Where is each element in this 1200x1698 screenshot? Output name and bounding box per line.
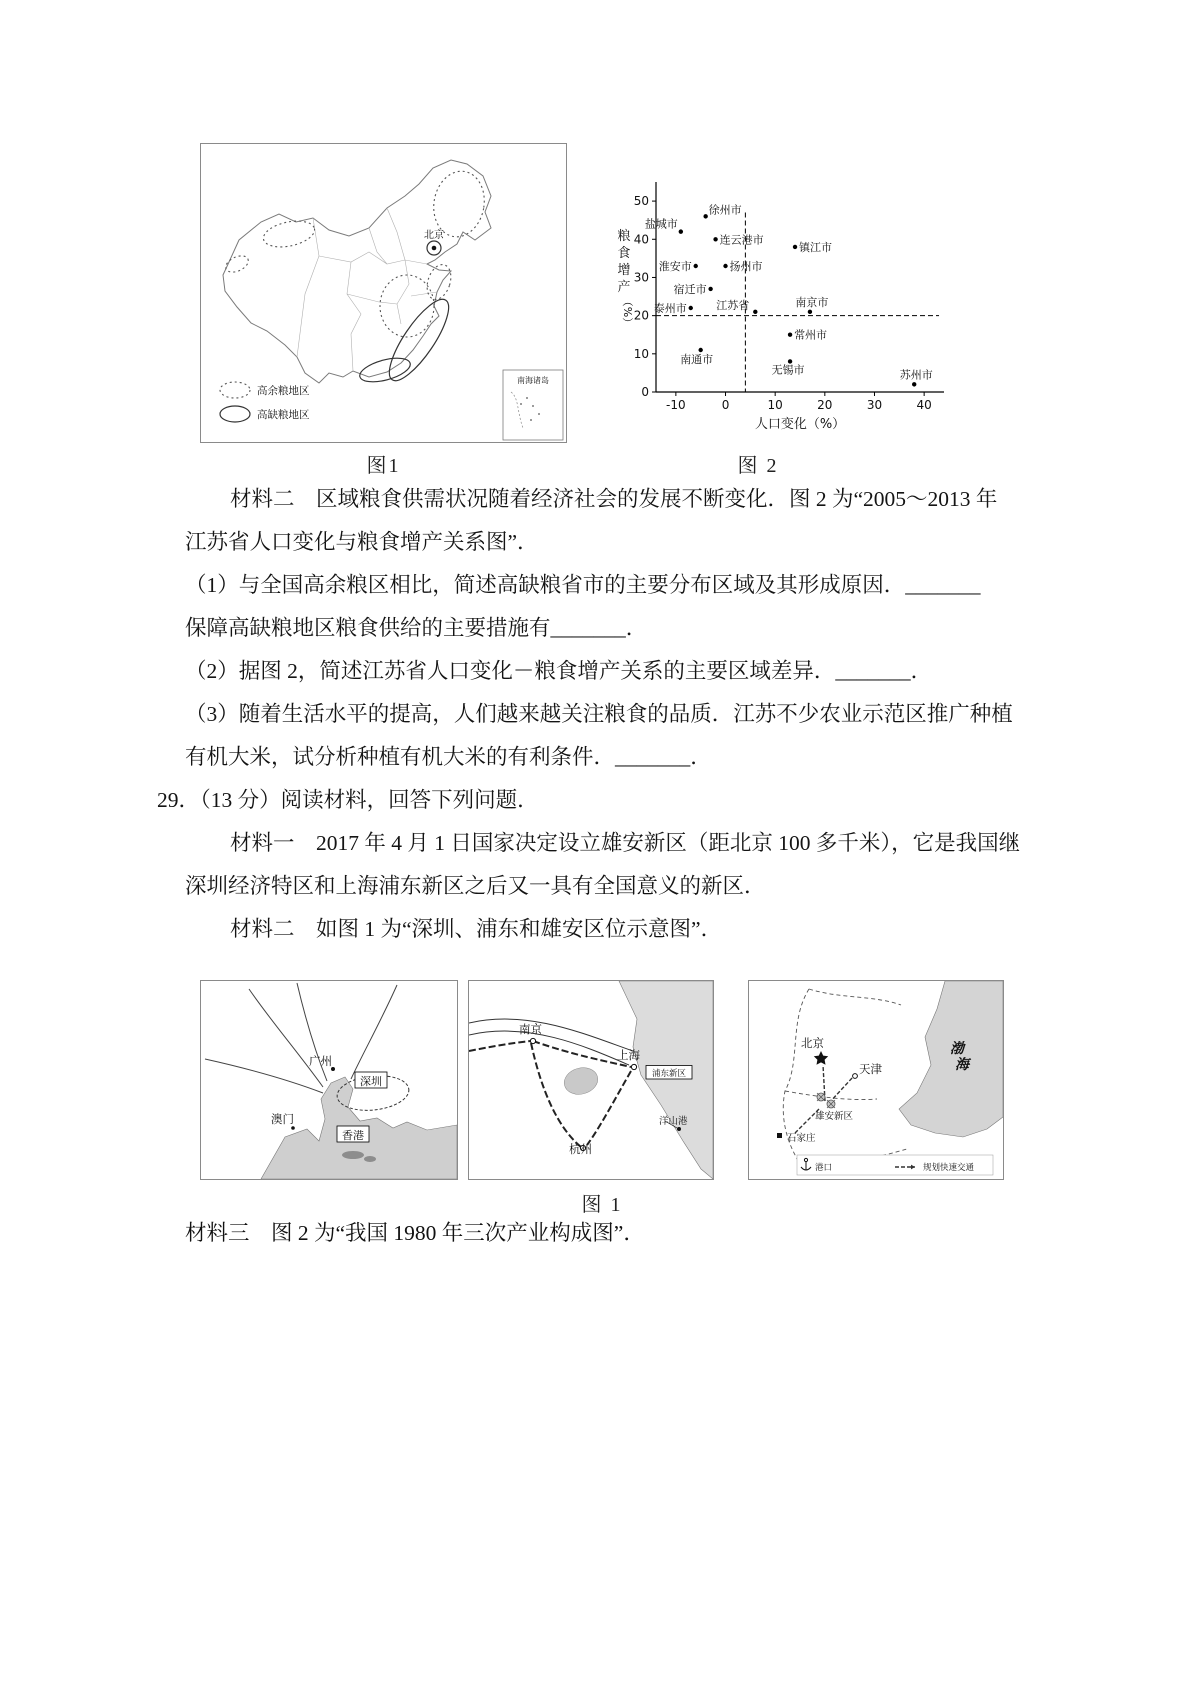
map-label: 江苏省 [716,298,750,312]
data-point [694,264,698,268]
legend-label-deficit: 高缺粮地区 [257,409,310,421]
map-label: 南通市 [680,353,714,366]
map-label: 澳门 [271,1112,294,1126]
data-point [703,214,707,218]
bottom-figure-caption: 图 1 [581,1194,623,1216]
map-label: 30 [633,270,649,285]
text-line: 材料二 区域粮食供需状况随着经济社会的发展不断变化．图 2 为“2005～2013 年 [230,487,998,511]
shijiazhuang-square [777,1133,782,1138]
legend-dotted-ellipse-icon [220,382,250,398]
pearl-river-delta-map [200,980,458,1180]
map-label: 苏州市 [899,368,933,382]
scatter-svg [608,168,958,438]
data-point [912,382,916,386]
hongkong-island [342,1151,364,1159]
data-point [723,264,727,268]
map-label: 产 [617,280,631,295]
map-label: 上海 [617,1048,640,1062]
data-point [793,245,797,249]
question-29-line: 29．（13 分）阅读材料，回答下列问题． [157,788,539,812]
nanjing-dot [530,1038,535,1043]
map-label: 规划快速交通 [923,1163,975,1173]
shanghai-dot [631,1064,636,1069]
map-label: 0 [641,385,649,399]
data-point [708,287,712,291]
xiongan-svg [749,981,1003,1179]
figure-2-scatter-chart [608,168,958,440]
map-label: 天津 [859,1062,882,1076]
beijing-marker [432,246,437,251]
map-label: 徐州市 [708,203,742,217]
text-line: （2）据图 2，简述江苏省人口变化－粮食增产关系的主要区域差异．_______． [185,659,933,683]
yangshan-port-dot [677,1127,681,1131]
map-label: （%） [621,295,634,329]
china-outline [223,160,491,383]
map-label: 常州市 [794,328,828,342]
map-label: 50 [633,194,649,209]
inset-label: 南海诸岛 [517,376,549,385]
china-map-svg [201,144,566,442]
map-label: 广州 [309,1054,332,1068]
map-label: 泰州市 [653,302,687,315]
yangtze-delta-map [468,980,714,1180]
map-label: 宿迁市 [673,282,707,296]
data-point [679,229,683,233]
map-label: 渤 [950,1041,964,1057]
macau-dot [291,1126,295,1130]
map-label: 连云港市 [719,233,764,247]
figure-1-caption: 图1 [366,455,401,477]
map-label: -10 [666,398,686,412]
data-point [689,306,693,310]
figure-1-china-map [200,143,567,443]
text-line: 江苏省人口变化与粮食增产关系图”． [185,530,539,554]
map-label: 10 [767,398,783,412]
legend-solid-ellipse-icon [220,406,250,422]
map-legend [220,382,310,422]
text-line: 材料一 2017 年 4 月 1 日国家决定设立雄安新区（距北京 100 多千米），它是我国继 [230,831,1021,855]
map-label: 粮 [617,229,631,244]
beijing-xiongan-map [748,980,1004,1180]
map-label: 洋山港 [659,1116,688,1127]
yangtze-delta-svg [469,981,713,1179]
map-label: 淮安市 [658,260,692,273]
map-label: 20 [633,308,649,323]
map-label: 深圳 [360,1075,382,1088]
map-label: 20 [817,398,833,412]
map-label: 海 [955,1057,969,1073]
map-label: 人口变化（%） [754,417,846,432]
map-label: 0 [721,398,730,412]
map-label: 石家庄 [787,1133,816,1144]
text-line: 有机大米，试分析种植有机大米的有利条件．_______． [185,745,712,769]
map-label: 无锡市 [771,363,805,377]
map-label: 增 [617,263,631,278]
text-line: （1）与全国高余粮区相比，简述高缺粮省市的主要分布区域及其形成原因．_______ [185,573,981,597]
map-label: 10 [633,346,649,361]
map-label: 杭州 [569,1142,592,1156]
beijing-label: 北京 [424,230,444,241]
map-label: 盐城市 [644,217,678,231]
tianjin-dot [853,1074,858,1079]
legend-label-surplus: 高余粮地区 [257,385,310,397]
island [364,1156,376,1162]
data-point [713,237,717,241]
data-point [753,310,757,314]
data-point [788,333,792,337]
map-label: 40 [916,398,932,412]
text-line: 材料三 图 2 为“我国 1980 年三次产业构成图”． [185,1221,645,1245]
map-label: 南京 [519,1022,542,1036]
map-label: 食 [617,246,631,261]
map-label: 镇江市 [799,240,833,254]
data-point [808,310,812,314]
map-label: 雄安新区 [815,1111,854,1122]
material-3-line [157,1212,1057,1255]
figure-2-caption: 图 2 [737,455,779,477]
map-label: 南京市 [795,295,829,309]
text-line: 保障高缺粮地区粮食供给的主要措施有_______． [185,616,648,640]
map-label: 浦东新区 [651,1069,687,1079]
map-label: 扬州市 [729,260,763,273]
map-label: 北京 [801,1036,824,1050]
map-label: 香港 [342,1129,364,1142]
map-label: 40 [633,232,649,247]
south-china-sea-inset [503,370,563,440]
data-point [698,348,702,352]
text-line: 深圳经济特区和上海浦东新区之后又一具有全国意义的新区． [185,874,766,898]
pearl-delta-svg [201,981,457,1179]
map-label: 港口 [815,1163,833,1173]
text-line: 材料二 如图 1 为“深圳、浦东和雄安区位示意图”． [230,917,723,941]
body-text [157,478,1057,951]
text-line: （3）随着生活水平的提高，人们越来越关注粮食的品质．江苏不少农业示范区推广种植 [185,702,1013,726]
map-label: 30 [866,398,883,412]
